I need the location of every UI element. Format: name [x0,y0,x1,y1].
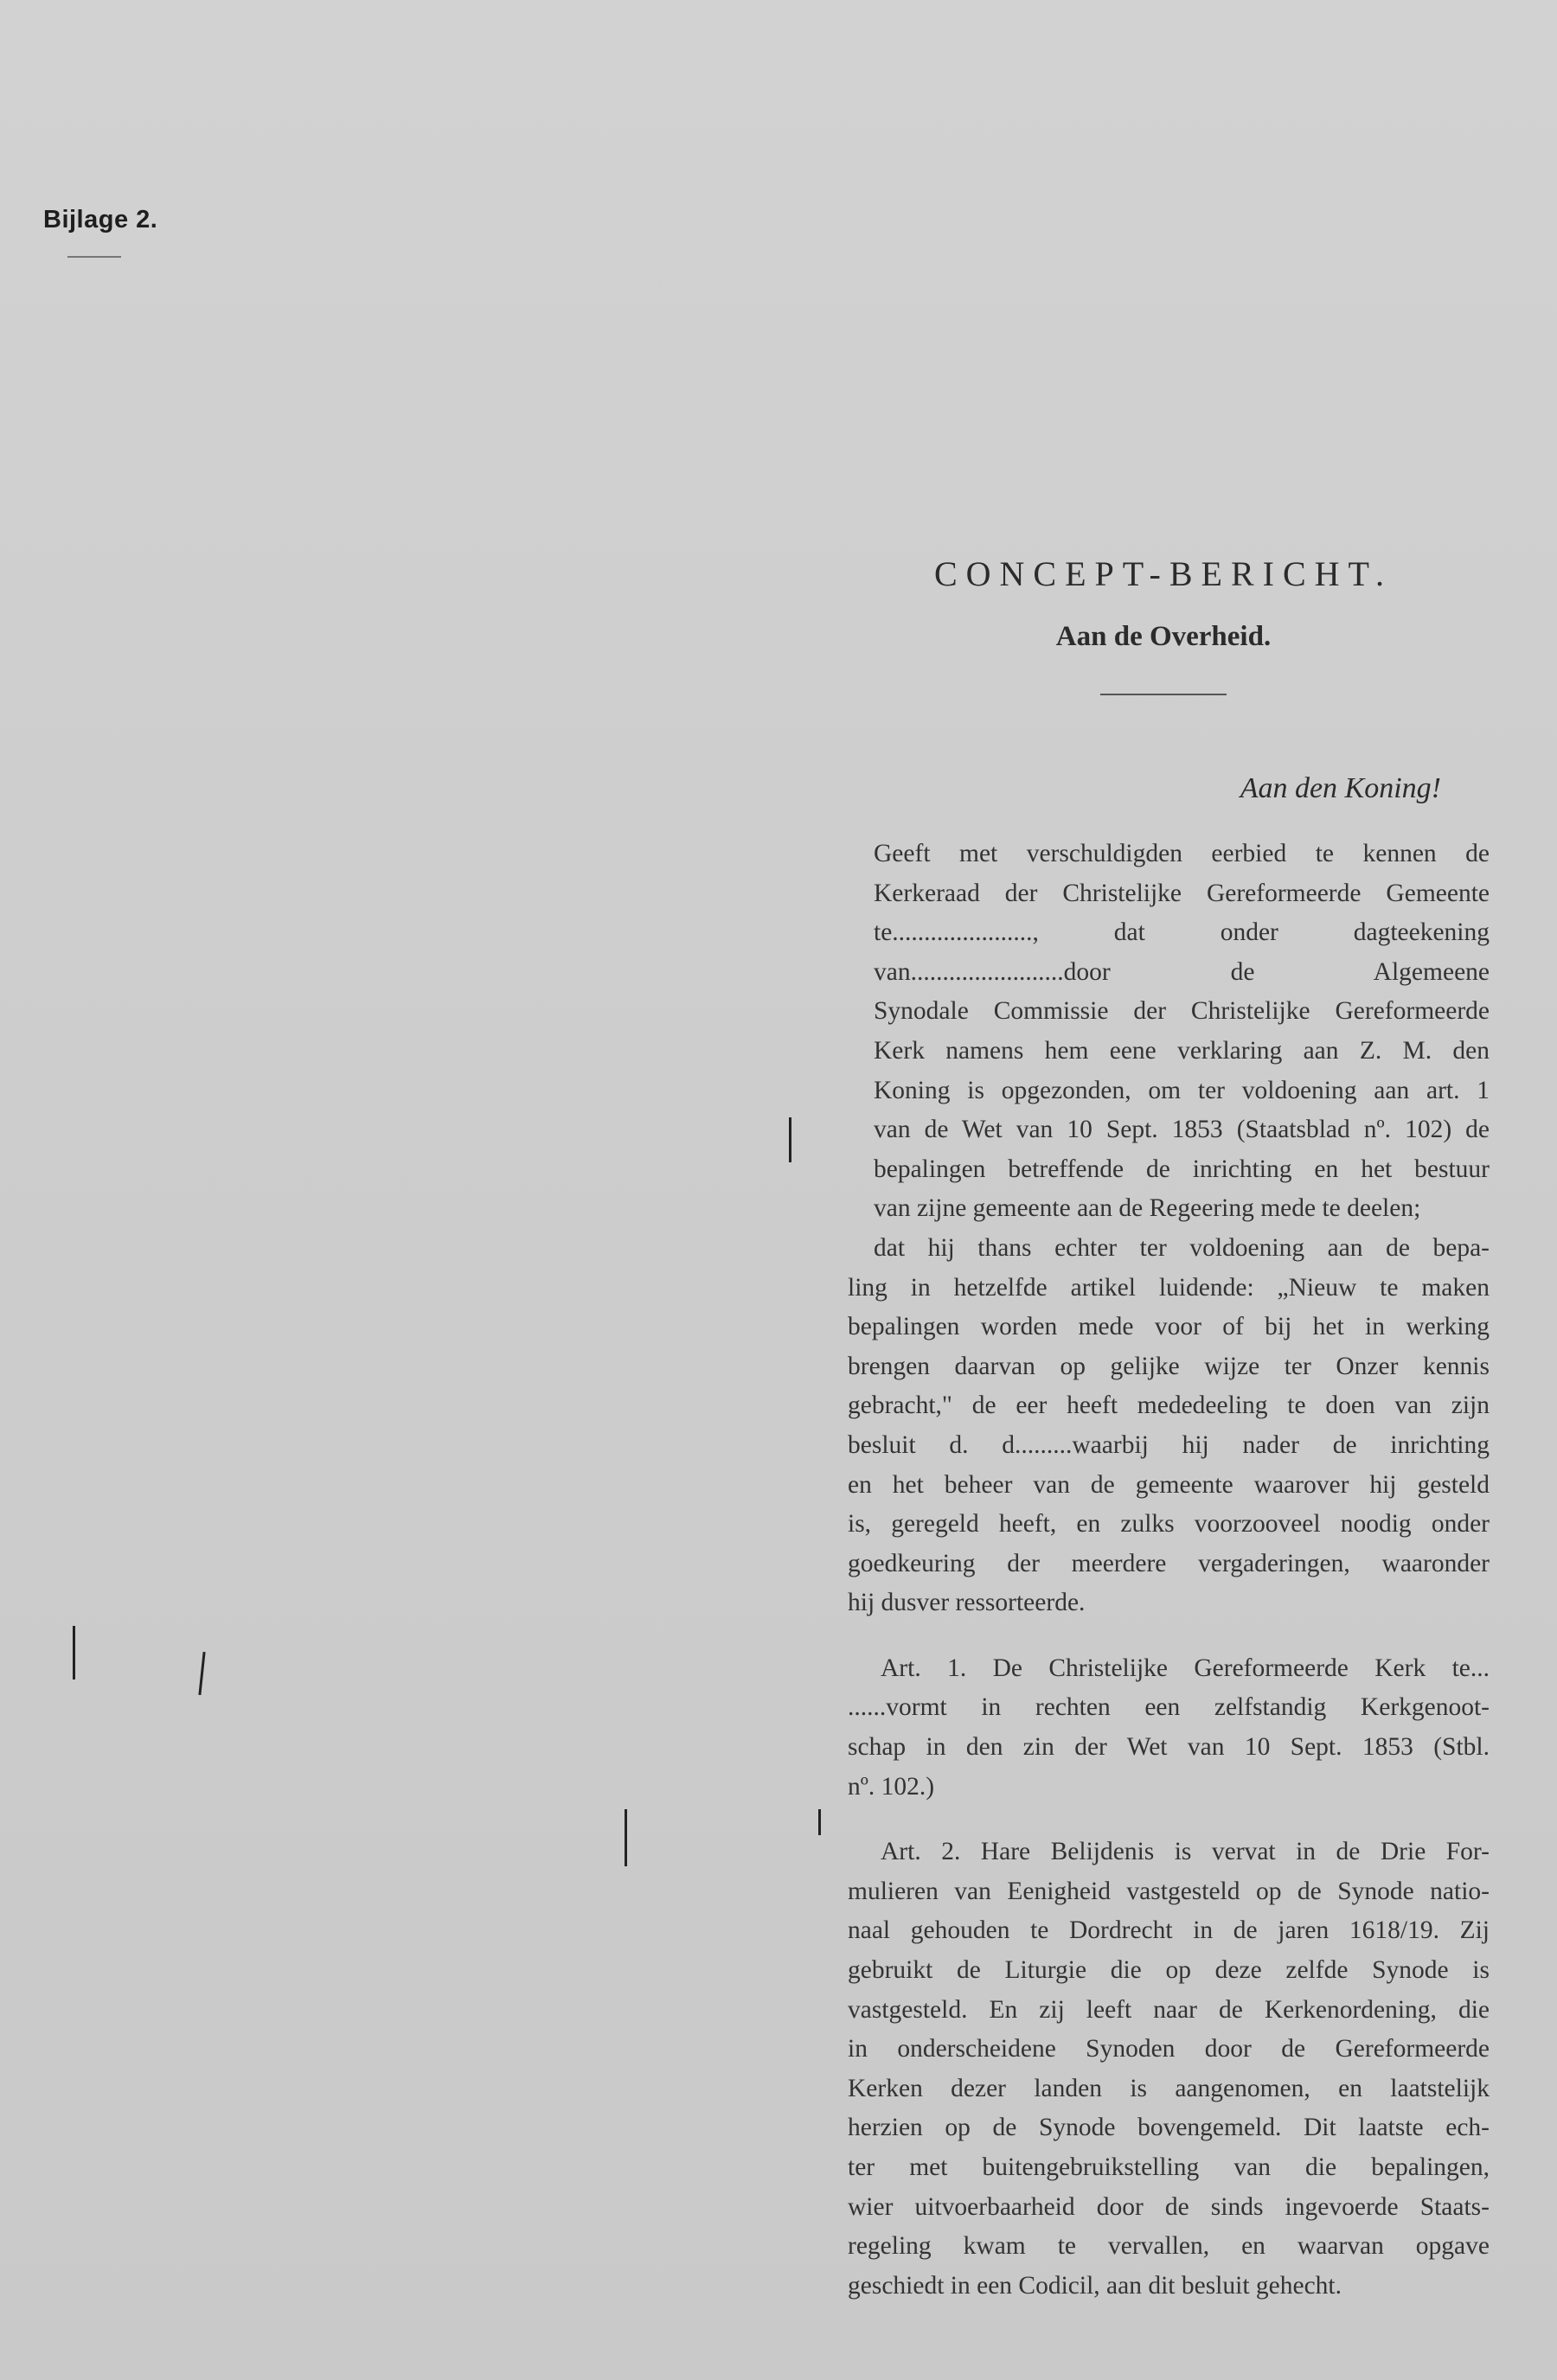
text-line: geschiedt in een Codicil, aan dit besluit gehecht. [848,2271,1342,2300]
salutation: Aan den Koning! [1240,772,1441,804]
text-line: gebruikt de Liturgie die op deze zelfde Synode is [848,1956,1490,1985]
text-line: nº. 102.) [848,1772,935,1801]
text-line: en het beheer van de gemeente waarover hij gesteld [848,1470,1490,1499]
text-line: Kerken dezer landen is aangenomen, en laatstelijk [848,2074,1490,2102]
title-divider [1100,694,1227,695]
text-line: ling in hetzelfde artikel luidende: „Nieuw te maken [848,1273,1490,1302]
text-line: te......................, dat onder dagteekening [874,918,1490,947]
text-line: van de Wet van 10 Sept. 1853 (Staatsblad nº. 102) de [874,1116,1490,1144]
document-title: CONCEPT-BERICHT. [933,554,1394,593]
paragraph-notification [848,1229,1490,1623]
text-line: besluit d. d.........waarbij hij nader de inrichting [848,1430,1490,1459]
text-line: Art. 2. Hare Belijdenis is vervat in de Drie For- [881,1838,1490,1866]
article-1 [848,1649,1490,1807]
annex-underline [67,256,121,258]
text-line: herzien op de Synode bovengemeld. Dit laatste ech- [848,2114,1490,2142]
text-line: goedkeuring der meerdere vergaderingen, waaronder [848,1549,1490,1577]
margin-pencil-mark [818,1809,821,1835]
margin-pencil-mark [789,1117,791,1162]
text-line: regeling kwam te vervallen, en waarvan opgave [848,2232,1490,2261]
text-line: brengen daarvan op gelijke wijze ter Onzer kennis [848,1352,1490,1380]
annex-label: Bijlage 2. [43,206,158,234]
text-line: Kerk namens hem eene verklaring aan Z. M. den [874,1036,1490,1065]
text-line: gebracht," de eer heeft mededeeling te doen van zijn [848,1392,1490,1420]
body-text [848,835,1490,2306]
text-line: wier uitvoerbaarheid door de sinds ingevoerde Staats- [848,2192,1490,2221]
text-line: vastgesteld. En zij leeft naar de Kerkenordening, die [848,1995,1490,2024]
text-line: naal gehouden te Dordrecht in de jaren 1618/19. Zij [848,1916,1490,1945]
margin-pencil-mark [625,1809,627,1866]
text-line: bepalingen worden mede voor of bij het in werking [848,1313,1490,1341]
text-line: is, geregeld heeft, en zulks voorzooveel noodig onder [848,1510,1490,1539]
text-line: Kerkeraad der Christelijke Gereformeerde Gemeente [874,879,1490,907]
text-line: Art. 1. De Christelijke Gereformeerde Kerk te... [881,1654,1490,1682]
text-line: schap in den zin der Wet van 10 Sept. 1853 (Stbl. [848,1733,1490,1762]
text-line: mulieren van Eenigheid vastgesteld op de Synode natio- [848,1877,1490,1905]
text-line: Geeft met verschuldigden eerbied te kennen de [874,840,1490,867]
margin-pencil-mark [73,1626,75,1679]
text-line: Koning is opgezonden, om ter voldoening aan art. 1 [874,1076,1490,1104]
text-line: van........................door de Algemeene [874,957,1490,986]
text-line: in onderscheidene Synoden door de Gereformeerde [848,2035,1490,2063]
document-subtitle: Aan de Overheid. [1055,621,1272,652]
text-line: Synodale Commissie der Christelijke Gereformeerde [874,997,1490,1026]
text-line: hij dusver ressorteerde. [848,1589,1086,1617]
text-line: ......vormt in rechten een zelfstandig Kerkgenoot- [848,1693,1490,1722]
text-line: dat hij thans echter ter voldoening aan de bepa- [874,1233,1490,1262]
text-line: van zijne gemeente aan de Regeering mede te deelen; [874,1194,1421,1223]
text-line: bepalingen betreffende de inrichting en het bestuur [874,1155,1490,1183]
margin-pencil-mark [198,1652,205,1695]
paragraph-petition [848,835,1490,1229]
text-line: ter met buitengebruikstelling van die bepalingen, [848,2153,1490,2181]
article-2 [848,1833,1490,2306]
